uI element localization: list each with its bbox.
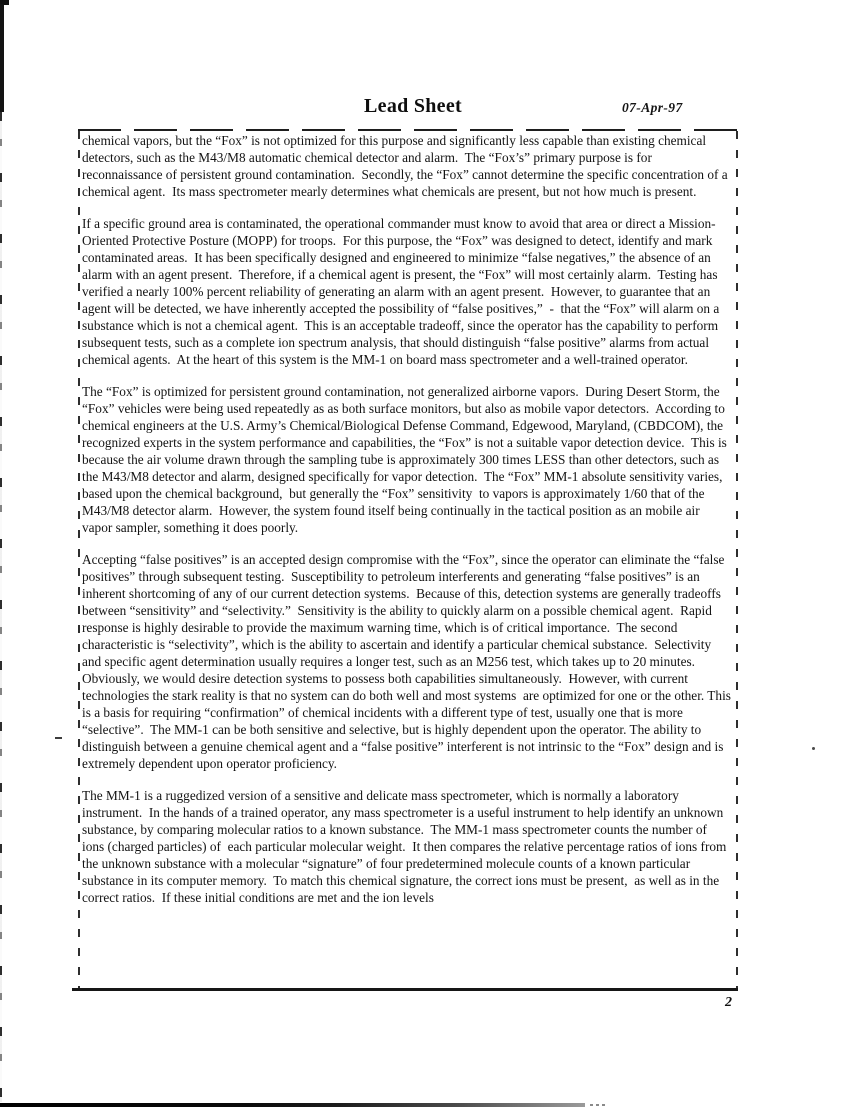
header-date: 07-Apr-97 [622,100,683,115]
paragraph-1: chemical vapors, but the “Fox” is not optimized for this purpose and significantly less capable than existing chemical detectors, such as the M43/M8 automatic chemical detector and alarm. The “Fox’s” primary purpose is for reconnaissance of persistent ground contamination. Secondly, the “Fox” cannot determine the specific concentration of a chemical agent. Its mass spectrometer mearly determines what chemicals are present, but not how much is present. [82,133,731,199]
scan-artifact-margin-dash [55,737,62,739]
scan-artifact-left-edge-dashes [0,112,2,1102]
paragraph-2: If a specific ground area is contaminated, the operational commander must know to avoid that area or direct a Mission-Oriented Protective Posture (MOPP) for troops. For this purpose, the “Fox” was designed to detect, identify and mark contaminated areas. It has been specifically designed and engineered to minimize “false negatives,” the absence of an alarm with an agent present. Therefore, if a chemical agent is present, the “Fox” will most certainly alarm. Testing has verified a nearly 100% percent reliability of generating an alarm with an agent present. However, to guarantee that an agent will be detected, we have inherently accepted the possibility of “false positives,” - that the “Fox” will alarm on a substance which is not a chemical agent. This is an acceptable tradeoff, since the operator has the capability to perform subsequent tests, such as a complete ion spectrum analysis, that should distinguish “false positive” alarms from actual chemical agents. At the heart of this system is the MM-1 on board mass spectrometer and a well-trained operator. [82,216,723,367]
textbox-border-top [78,129,738,131]
textbox-border-right [736,131,738,989]
paragraph-4: Accepting “false positives” is an accepted design compromise with the “Fox”, since the operator can eliminate the “false positives” through subsequent testing. Susceptibility to petroleum interferents and generating “false positives” is an inherent shortcoming of any of our current detection systems. Because of this, detection systems are generally tradeoffs between “sensitivity” and “selectivity.” Sensitivity is the ability to quickly alarm on a possible chemical agent. Rapid response is highly desirable to provide the maximum warning time, which is of critical importance. The second characteristic is “selectivity”, which is the ability to ascertain and identify a particular chemical substance. Selectivity and specific agent determination usually requires a longer test, such as an M256 test, which takes up to 20 minutes. Obviously, we would desire detection systems to possess both capabilities simultaneously. However, with current technologies the stark reality is that no system can do both well and most systems are optimized for one or the other. This is a basis for requiring “confirmation” of chemical incidents with a different type of test, usually one that is more “selective”. The MM-1 can be both sensitive and selective, but is highly dependent upon the operator. The ability to distinguish between a genuine chemical agent and a “false positive” interferent is not intrinsic to the “Fox” design and is extremely dependent upon operator proficiency. [82,552,735,771]
lead-sheet-body [82,132,735,921]
textbox-border-bottom [72,988,738,991]
scan-artifact-margin-dot [812,747,815,750]
paragraph-5: The MM-1 is a ruggedized version of a sensitive and delicate mass spectrometer, which is normally a laboratory instrument. In the hands of a trained operator, any mass spectrometer is a useful instrument to help identify an unknown substance, by comparing molecular ratios to a known substance. The MM-1 mass spectrometer counts the number of ions (charged particles) of each particular molecular weight. It then compares the relative percentage ratios of ions from the unknown substance with a molecular “signature” of four predetermined molecule counts of a known particular substance in its computer memory. To match this chemical signature, the correct ions must be present, as well as in the correct ratios. If these initial conditions are met and the ion levels [82,788,730,905]
page-number: 2 [725,995,732,1010]
page-title: Lead Sheet [364,95,462,117]
scan-artifact-bottom-dots [590,1104,606,1106]
paragraph-3: The “Fox” is optimized for persistent ground contamination, not generalized airborne vapors. During Desert Storm, the “Fox” vehicles were being used repeatedly as as both surface monitors, but also as mobile vapor detectors. According to chemical engineers at the U.S. Army’s Chemical/Biological Defense Command, Edgewood, Maryland, (CBDCOM), the recognized experts in the system performance and capabilities, the “Fox” is not a suitable vapor detection device. This is because the air volume drawn through the sampling tube is approximately 300 times LESS than other detectors, such as the M43/M8 detector and alarm, designed specifically for vapor detection. The “Fox” MM-1 absolute sensitivity varies, based upon the chemical background, but generally the “Fox” sensitivity to vapors is approximately 1/60 that of the M43/M8 detector alarm. However, the system found itself being continually in the tactical position as an mobile air vapor sampler, something it does poorly. [82,384,731,535]
textbox-border-left [78,131,80,989]
scan-artifact-bottom-bar [0,1103,585,1107]
